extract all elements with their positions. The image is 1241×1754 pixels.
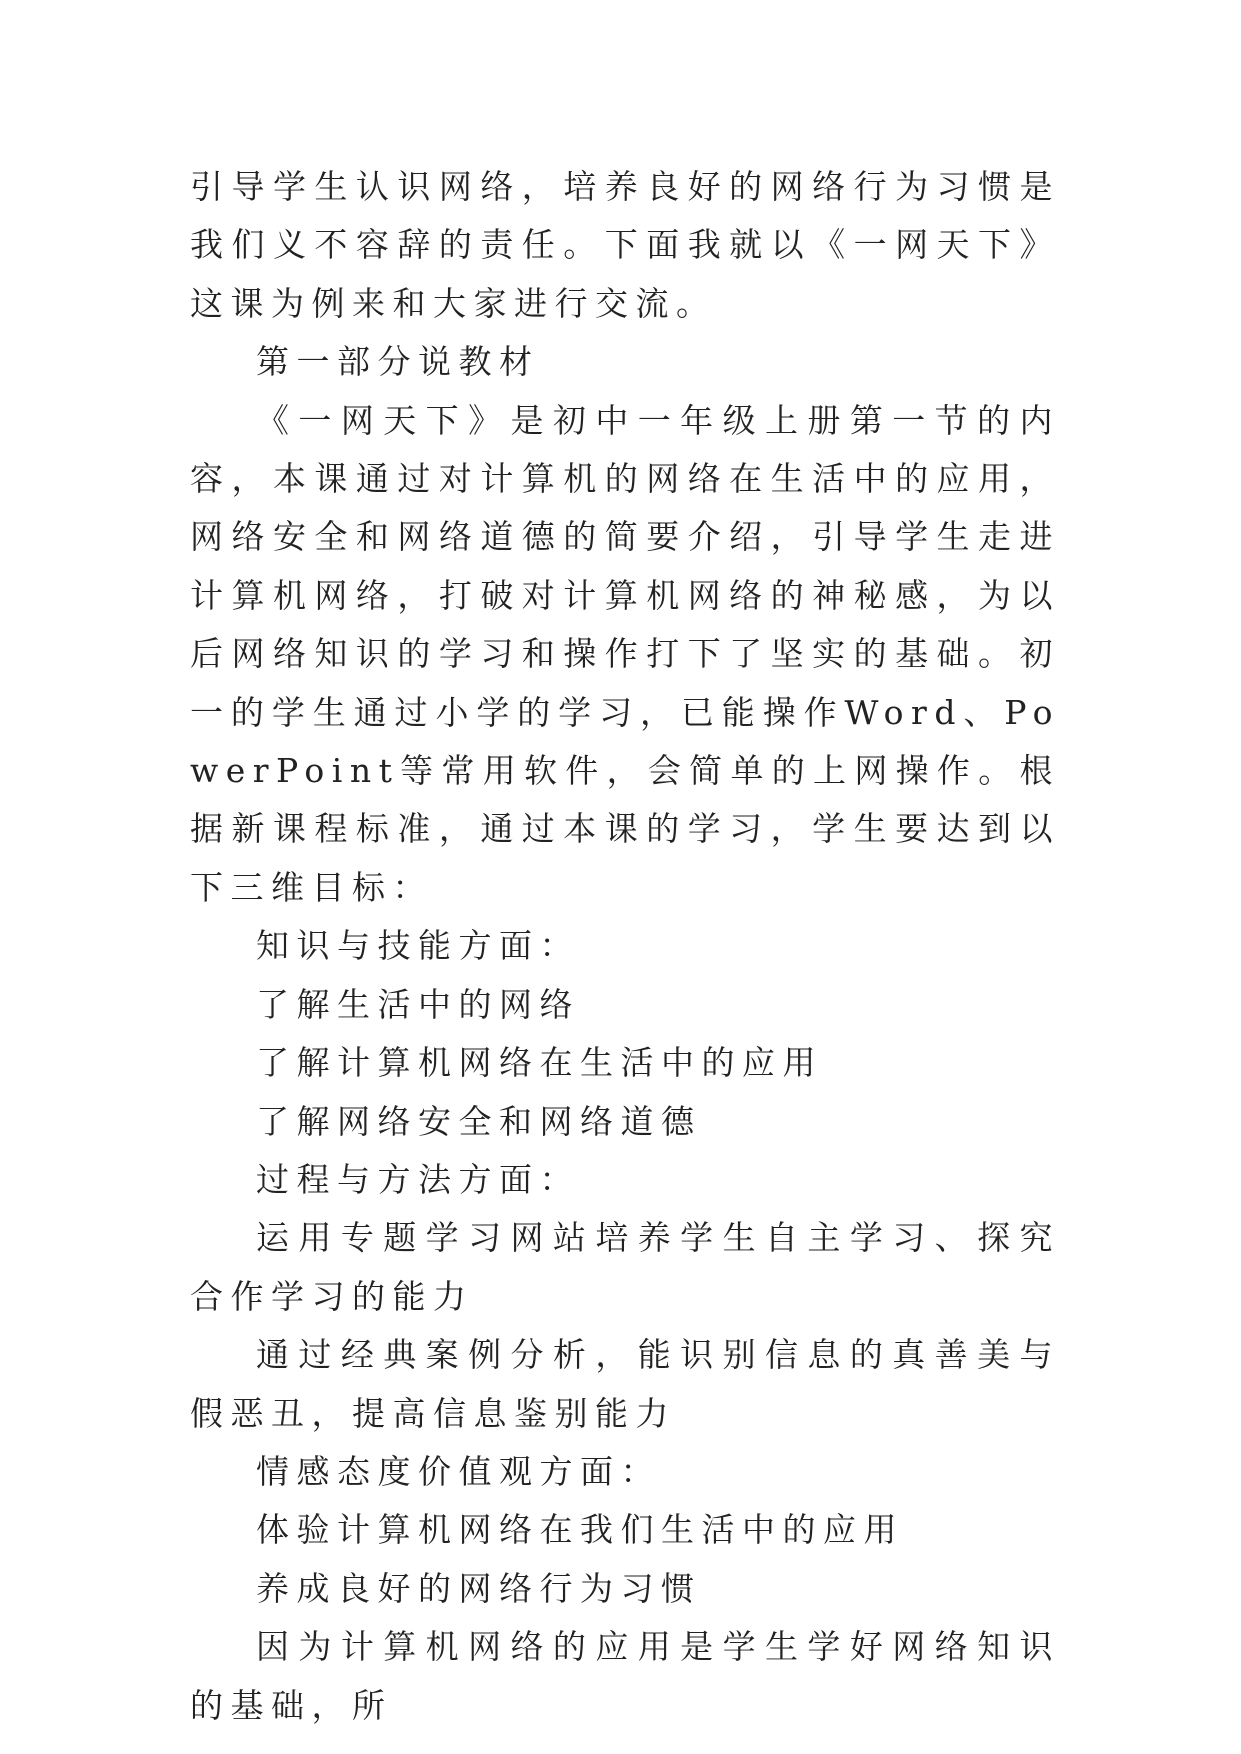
goal-heading-values: 情感态度价值观方面： <box>256 1451 661 1491</box>
document-body <box>190 158 1060 1735</box>
goal-item: 运用专题学习网站培养学生自主学习、探究合作学习的能力 <box>190 1218 1060 1316</box>
goal-item: 了解生活中的网络 <box>256 984 580 1024</box>
goal-heading-process: 过程与方法方面： <box>256 1159 580 1199</box>
section-heading-materials: 第一部分说教材 <box>256 342 540 382</box>
paragraph-intro: 引导学生认识网络，培养良好的网络行为习惯是我们义不容辞的责任。下面我就以《一网天下》这课为例来和大家进行交流。 <box>190 167 1060 323</box>
goal-heading-knowledge: 知识与技能方面： <box>256 926 580 966</box>
goal-item: 了解计算机网络在生活中的应用 <box>256 1043 823 1083</box>
goal-item: 体验计算机网络在我们生活中的应用 <box>256 1510 904 1550</box>
goal-item: 养成良好的网络行为习惯 <box>256 1568 702 1608</box>
goal-item: 了解网络安全和网络道德 <box>256 1101 702 1141</box>
goal-item: 通过经典案例分析，能识别信息的真善美与假恶丑，提高信息鉴别能力 <box>190 1335 1060 1433</box>
paragraph-materials: 《一网天下》是初中一年级上册第一节的内容，本课通过对计算机的网络在生活中的应用，网络安全和网络道德的简要介绍，引导学生走进计算机网络，打破对计算机网络的神秘感，为以后网络知识的学习和操作打下了坚实的基础。初一的学生通过小学的学习，已能操作Word、PowerPoint等常用软件，会简单的上网操作。根据新课程标准，通过本课的学习，学生要达到以下三维目标： <box>190 400 1060 907</box>
paragraph-continuation: 因为计算机网络的应用是学生学好网络知识的基础，所 <box>190 1627 1060 1725</box>
